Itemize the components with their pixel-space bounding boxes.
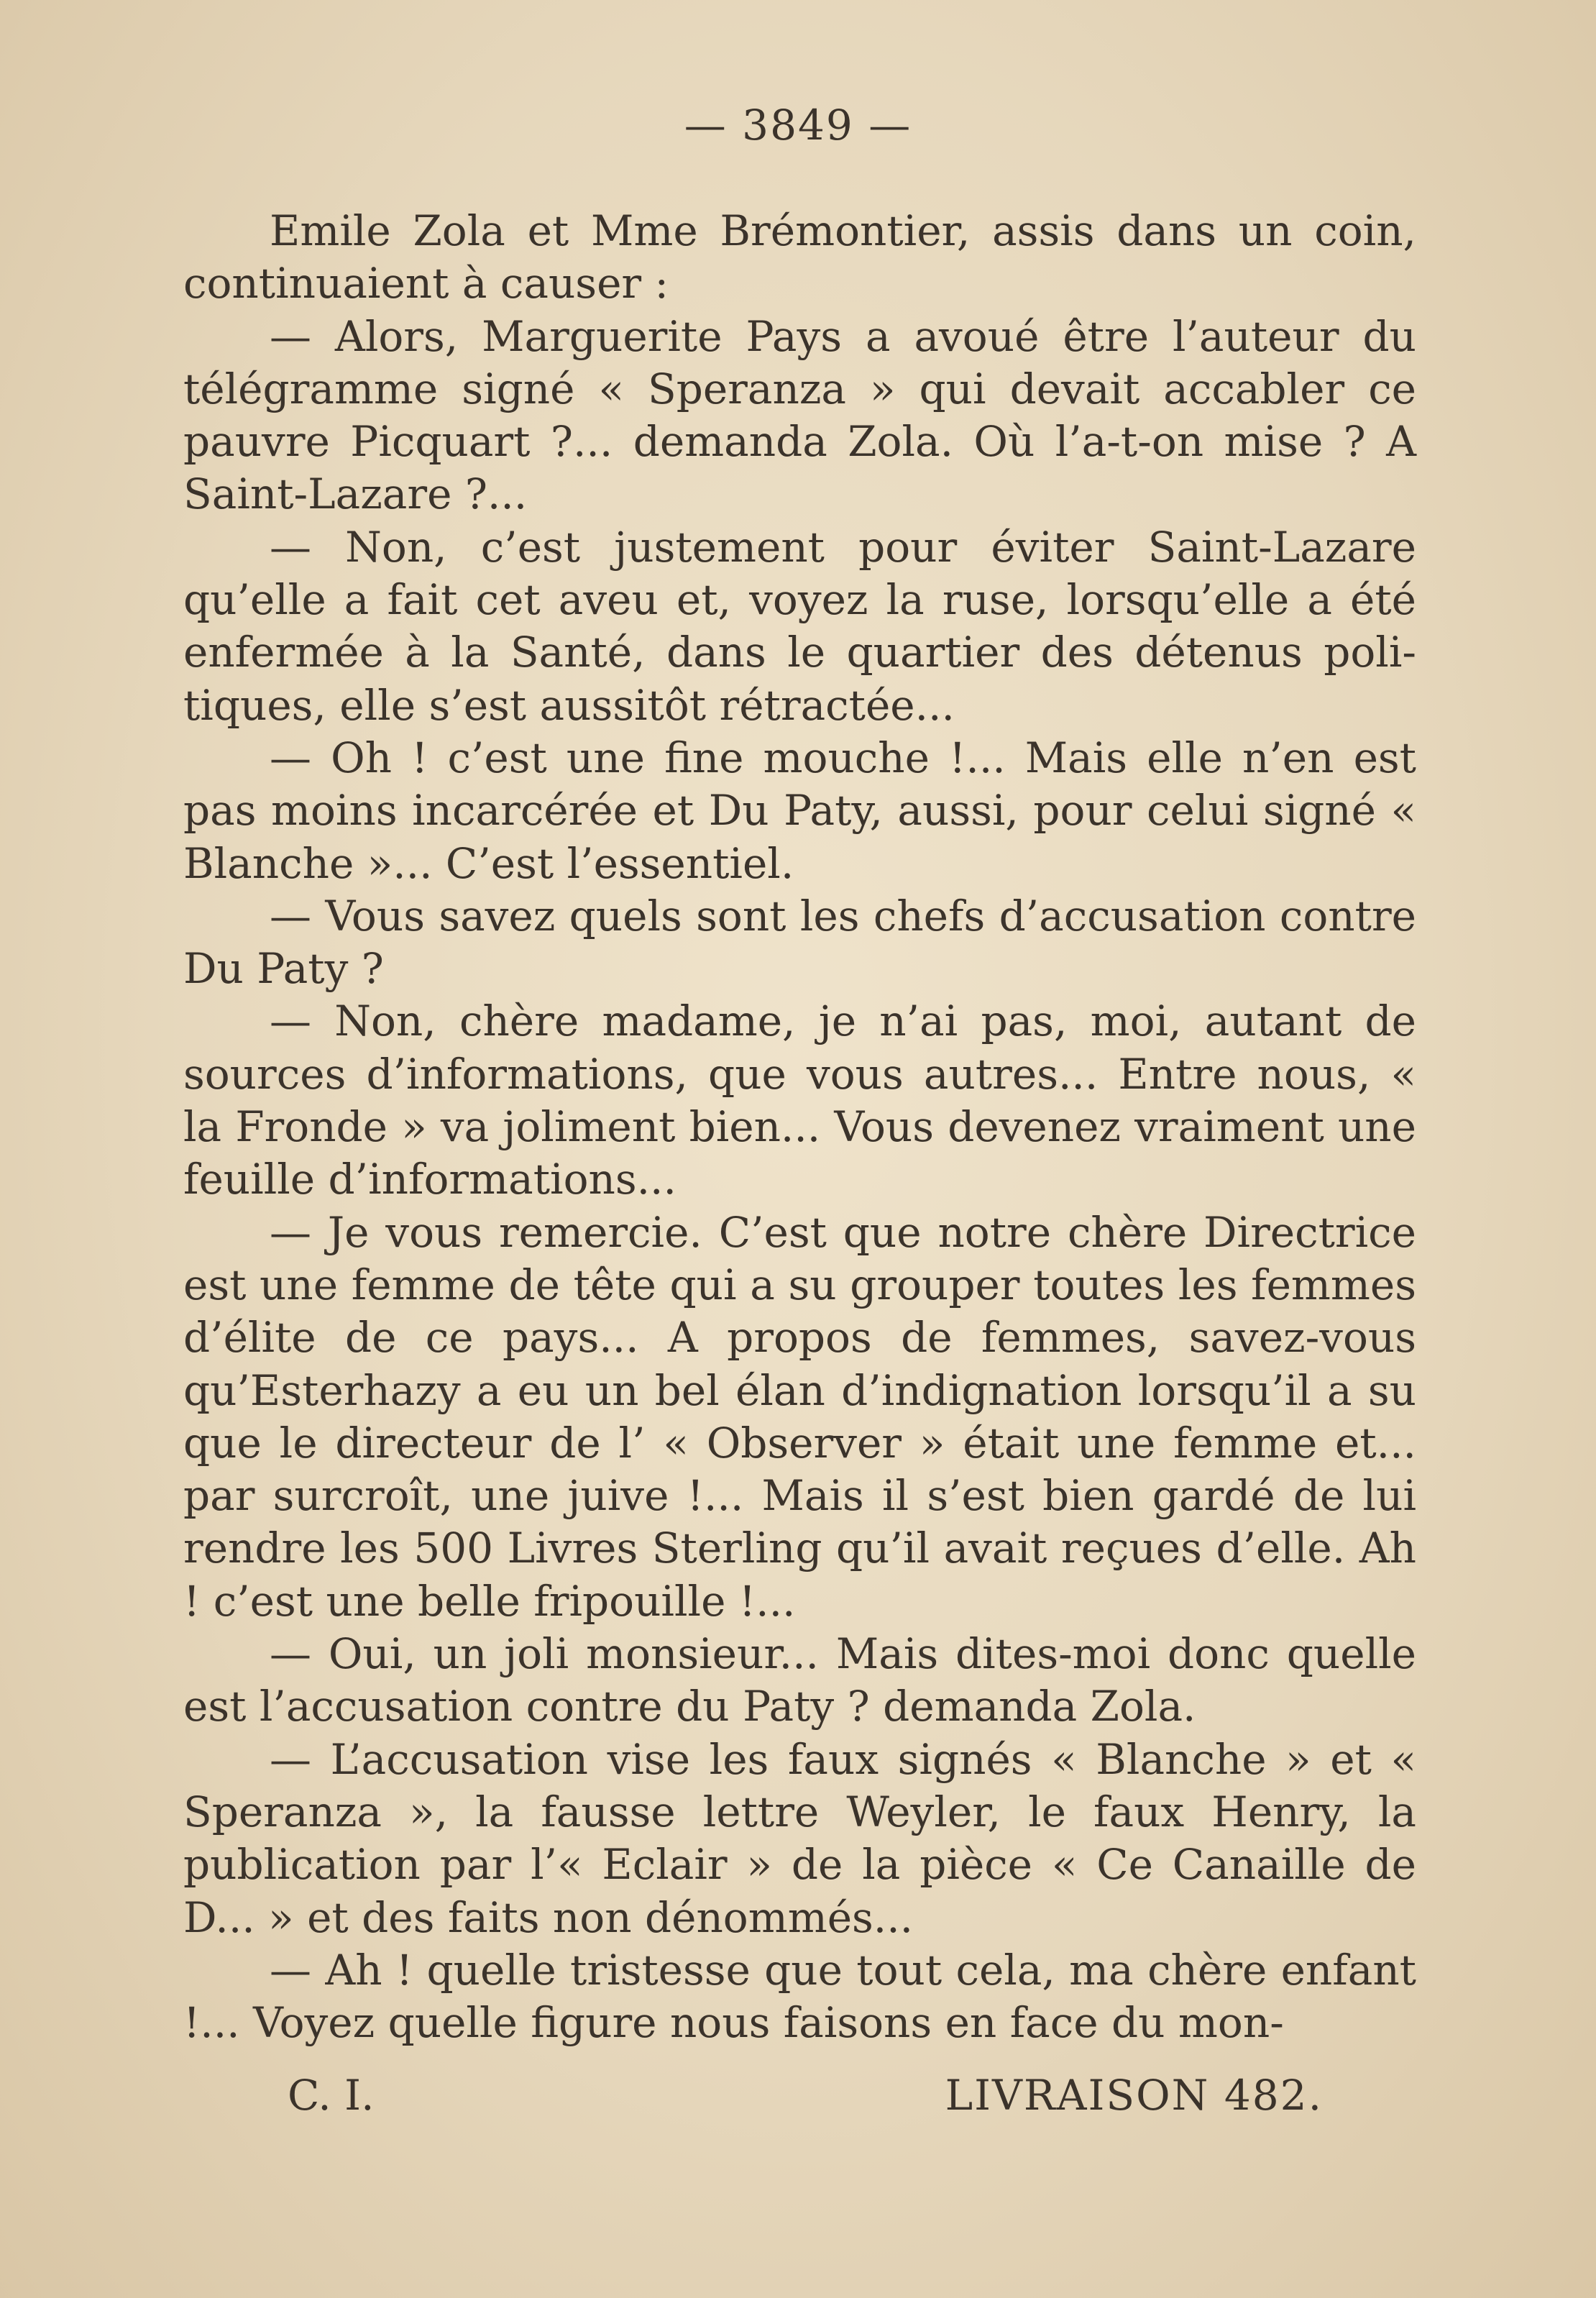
- paragraph: — Alors, Marguerite Pays a avoué être l’auteur du télégramme signé « Speranza » qui devait accabler ce pauvre Picquart ?... demanda Zola. Où l’a-t-on mise ? A Saint-Lazare ?...: [183, 311, 1416, 519]
- body-text: [183, 205, 1416, 2049]
- paragraph: — Oh ! c’est une fine mouche !... Mais elle n’en est pas moins incarcérée et Du Paty, aussi, pour celui signé « Blanche »... C’est l’essentiel.: [183, 733, 1416, 888]
- paragraph: Emile Zola et Mme Brémontier, assis dans un coin, continuaient à causer :: [183, 206, 1416, 308]
- footer-signature: C. I.: [288, 2071, 375, 2120]
- paragraph: — Je vous remercie. C’est que notre chère Directrice est une femme de tête qui a su grouper toutes les femmes d’élite de ce pays... A propos de femmes, savez-vous qu’Esterhazy a eu un bel élan d’indignation lorsqu’il a su que le directeur de l’ « Observer » était une femme et... par surcroît, une juive !... Mais il s’est bien gardé de lui rendre les 500 Livres Sterling qu’il avait reçues d’elle. Ah ! c’est une belle fripouille !...: [183, 1207, 1416, 1626]
- paragraph: — Ah ! quelle tristesse que tout cela, ma chère enfant !... Voyez quelle figure nous faisons en face du mon-: [183, 1945, 1416, 2048]
- page-footer: [288, 2071, 1323, 2120]
- paragraph: — Oui, un joli monsieur... Mais dites-moi donc quelle est l’accusation contre du Paty ? demanda Zola.: [183, 1629, 1416, 1731]
- footer-livraison: LIVRAISON 482.: [945, 2071, 1323, 2120]
- paragraph: — Non, c’est justement pour éviter Saint-Lazare qu’elle a fait cet aveu et, voyez la ruse, lorsqu’elle a été enfermée à la Santé, dans le quartier des détenus politiques, elle s’est aussitôt rétractée...: [183, 522, 1416, 730]
- page-number: — 3849 —: [684, 101, 912, 150]
- paragraph: — L’accusation vise les faux signés « Blanche » et « Speranza », la fausse lettre Weyler, le faux Henry, la publication par l’« Eclair » de la pièce « Ce Canaille de D... » et des faits non dénommés...: [183, 1734, 1416, 1942]
- paragraph: — Vous savez quels sont les chefs d’accusation contre Du Paty ?: [183, 891, 1416, 994]
- paragraph: — Non, chère madame, je n’ai pas, moi, autant de sources d’informations, que vous autres... Entre nous, « la Fronde » va joliment bien... Vous devenez vraiment une feuille d’informations...: [183, 997, 1416, 1204]
